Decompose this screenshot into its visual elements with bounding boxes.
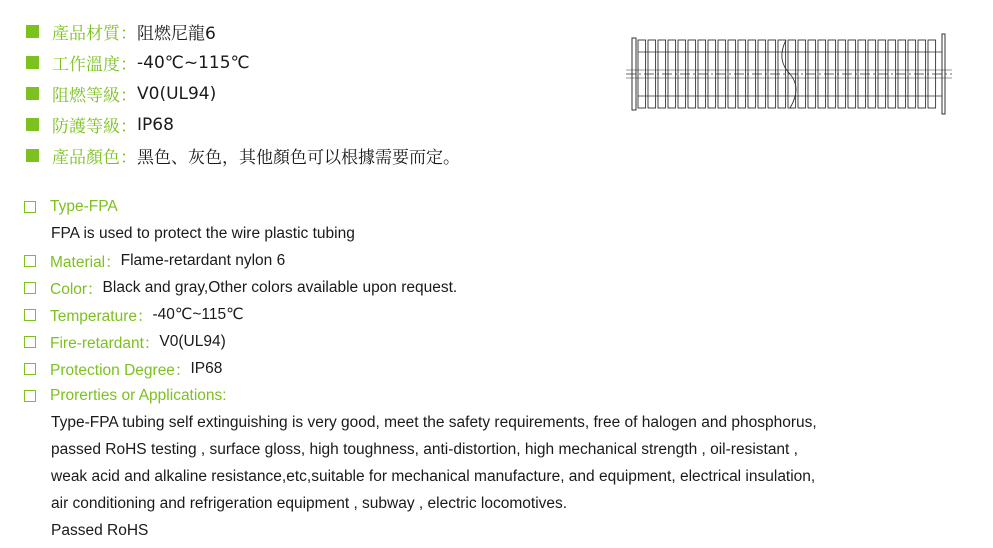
- en-spec-value: -40℃~115℃: [152, 306, 244, 323]
- en-spec-protection-degree: [24, 355, 964, 382]
- en-spec-temperature: [24, 301, 964, 328]
- square-bullet-icon: [26, 25, 39, 38]
- applications-text-line: Type-FPA tubing self extinguishing is very good, meet the safety requirements, free of halogen and phosphorus,: [51, 414, 817, 431]
- en-spec-fire-retardant: [24, 328, 964, 355]
- cn-spec-value: 阻燃尼龍6: [137, 24, 216, 44]
- checkbox-square-icon: [24, 390, 36, 402]
- en-spec-label: Color：: [50, 280, 103, 298]
- applications-text-line: Passed RoHS: [51, 522, 149, 539]
- cn-spec-temperature: [26, 47, 626, 78]
- en-spec-type: [24, 193, 964, 220]
- square-bullet-icon: [26, 118, 39, 131]
- cn-spec-label: 防護等級：: [52, 117, 137, 137]
- checkbox-square-icon: [24, 309, 36, 321]
- en-spec-label: Material：: [50, 253, 121, 271]
- tube-end-cap: [942, 34, 945, 114]
- cn-spec-color: [26, 140, 626, 171]
- en-spec-applications: [24, 382, 964, 409]
- en-spec-label: Type-FPA: [50, 197, 118, 215]
- cn-spec-flame-rating: [26, 78, 626, 109]
- cn-spec-value: 黑色、灰色，其他顏色可以根據需要而定。: [137, 148, 460, 168]
- en-spec-list: [24, 193, 964, 544]
- square-bullet-icon: [26, 56, 39, 69]
- cn-spec-value: -40℃~115℃: [137, 52, 250, 73]
- checkbox-square-icon: [24, 336, 36, 348]
- cn-spec-list: [26, 16, 626, 171]
- en-spec-material: [24, 247, 964, 274]
- applications-text-line: air conditioning and refrigeration equipment , subway , electric locomotives.: [51, 495, 568, 512]
- checkbox-square-icon: [24, 255, 36, 267]
- en-spec-color: [24, 274, 964, 301]
- cn-spec-material: [26, 16, 626, 47]
- cn-spec-label: 產品顏色：: [52, 148, 137, 168]
- checkbox-square-icon: [24, 363, 36, 375]
- en-spec-label: Temperature：: [50, 307, 153, 325]
- corrugated-tube-drawing: [626, 30, 952, 120]
- cn-spec-protection: [26, 109, 626, 140]
- en-spec-type-description: FPA is used to protect the wire plastic tubing: [51, 225, 355, 242]
- en-spec-label: Fire-retardant：: [50, 334, 160, 352]
- cn-spec-value: V0(UL94): [137, 83, 217, 104]
- en-spec-value: Black and gray,Other colors available upon request.: [102, 278, 458, 296]
- tube-diagram-icon: [626, 30, 952, 120]
- en-spec-label: Prorerties or Applications:: [50, 386, 227, 404]
- square-bullet-icon: [26, 87, 39, 100]
- en-spec-value: V0(UL94): [159, 332, 226, 350]
- square-bullet-icon: [26, 149, 39, 162]
- cn-spec-label: 產品材質：: [52, 24, 137, 44]
- cn-spec-value: IP68: [137, 114, 174, 135]
- en-spec-value: IP68: [190, 359, 223, 377]
- cn-spec-label: 工作溫度：: [52, 55, 137, 75]
- checkbox-square-icon: [24, 282, 36, 294]
- en-spec-label: Protection Degree：: [50, 361, 191, 379]
- checkbox-square-icon: [24, 201, 36, 213]
- applications-text-line: weak acid and alkaline resistance,etc,suitable for mechanical manufacture, and equipment, electrical insulation,: [51, 468, 816, 485]
- en-spec-value: Flame-retardant nylon 6: [120, 251, 286, 269]
- applications-text-line: passed RoHS testing , surface gloss, high toughness, anti-distortion, high mechanical strength , oil-resistant ,: [51, 441, 798, 458]
- cn-spec-label: 阻燃等級：: [52, 86, 137, 106]
